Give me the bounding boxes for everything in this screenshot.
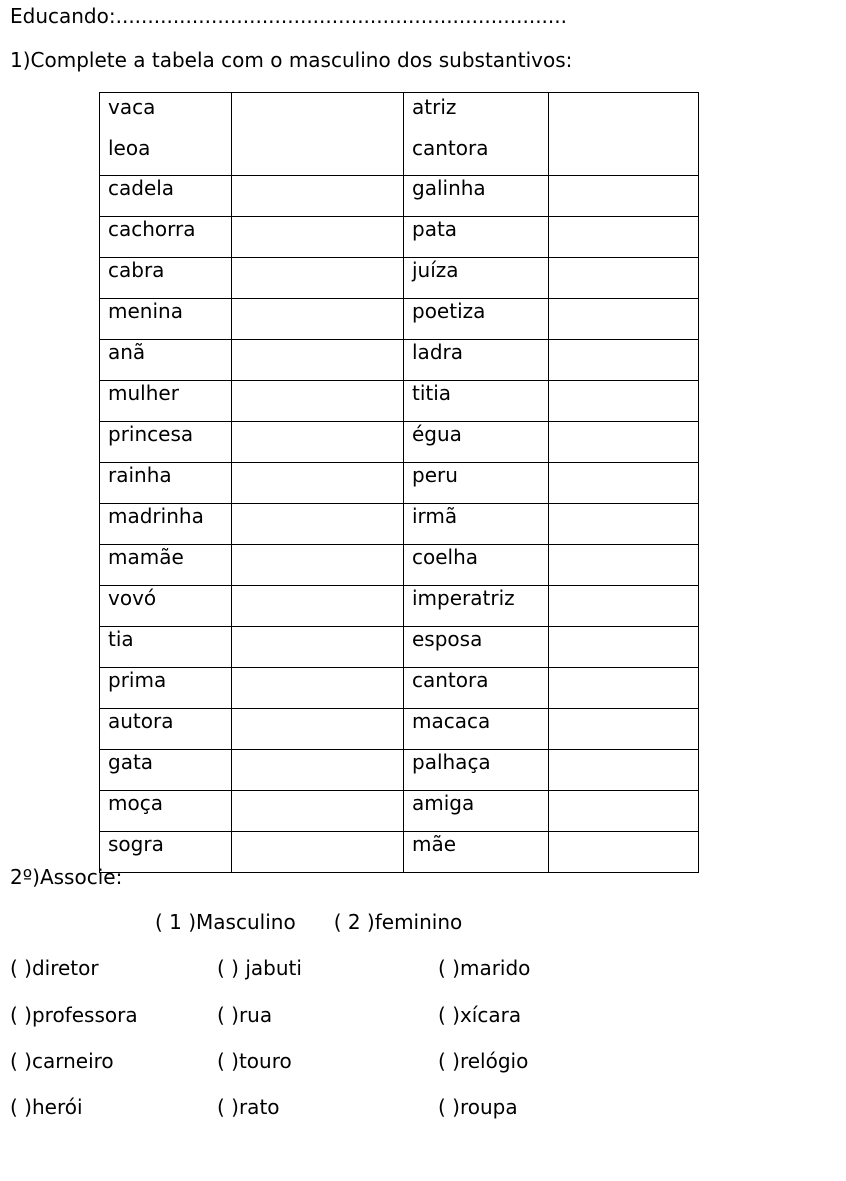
feminine-word-cell: princesa (100, 422, 232, 463)
masculine-answer-cell[interactable] (549, 791, 699, 832)
feminine-word: cantora (412, 136, 489, 160)
masculine-answer-cell[interactable] (549, 586, 699, 627)
masculine-answer-cell[interactable] (549, 217, 699, 258)
feminine-word-cell: mulher (100, 381, 232, 422)
masculine-answer-cell[interactable] (232, 832, 404, 873)
feminine-word-cell: cantora (404, 668, 549, 709)
association-item[interactable]: ( )touro (217, 1049, 292, 1073)
question-2-title: 2º)Associe: (10, 865, 123, 889)
table-row (100, 709, 699, 750)
table-row (100, 750, 699, 791)
feminine-word-cell: menina (100, 299, 232, 340)
masculine-answer-cell[interactable] (232, 504, 404, 545)
table-row (100, 463, 699, 504)
feminine-word-cell: amiga (404, 791, 549, 832)
masculine-answer-cell[interactable] (549, 299, 699, 340)
legend-feminine: ( 2 )feminino (333, 910, 463, 934)
masculine-answer-cell[interactable] (232, 340, 404, 381)
feminine-word-cell: irmã (404, 504, 549, 545)
feminine-word-cell: prima (100, 668, 232, 709)
table-row (100, 791, 699, 832)
association-legend (155, 910, 462, 934)
association-item[interactable]: ( )relógio (438, 1049, 529, 1073)
table-row (100, 258, 699, 299)
feminine-word-cell: peru (404, 463, 549, 504)
association-item[interactable]: ( )diretor (10, 956, 99, 980)
masculine-answer-cell[interactable] (232, 668, 404, 709)
legend-masculine: ( 1 )Masculino (155, 910, 296, 934)
masculine-answer-cell[interactable] (232, 93, 404, 176)
table-row (100, 832, 699, 873)
masculine-answer-cell[interactable] (232, 627, 404, 668)
masculine-answer-cell[interactable] (549, 93, 699, 176)
feminine-word-cell: cadela (100, 176, 232, 217)
association-item[interactable]: ( )herói (10, 1095, 83, 1119)
feminine-word-cell: rainha (100, 463, 232, 504)
masculine-answer-cell[interactable] (549, 668, 699, 709)
feminine-word-cell: cabra (100, 258, 232, 299)
feminine-word-cell (100, 93, 232, 176)
masculine-answer-cell[interactable] (549, 627, 699, 668)
feminine-word: atriz (412, 95, 457, 119)
masculine-answer-cell[interactable] (232, 422, 404, 463)
feminine-word-cell: imperatriz (404, 586, 549, 627)
masculine-answer-cell[interactable] (549, 422, 699, 463)
masculine-answer-cell[interactable] (549, 750, 699, 791)
table-row (100, 93, 699, 176)
association-item[interactable]: ( )xícara (438, 1003, 522, 1027)
feminine-word-cell: mãe (404, 832, 549, 873)
association-item[interactable]: ( )roupa (438, 1095, 518, 1119)
feminine-word-cell: galinha (404, 176, 549, 217)
table-row (100, 627, 699, 668)
feminine-word-cell: poetiza (404, 299, 549, 340)
masculine-answer-cell[interactable] (232, 381, 404, 422)
feminine-word-cell (404, 93, 549, 176)
table-row (100, 504, 699, 545)
feminine-word-cell: anã (100, 340, 232, 381)
table-row (100, 381, 699, 422)
association-item[interactable]: ( )rua (217, 1003, 273, 1027)
association-item[interactable]: ( )carneiro (10, 1049, 114, 1073)
feminine-word-cell: coelha (404, 545, 549, 586)
association-item[interactable]: ( )rato (217, 1095, 280, 1119)
educando-field[interactable]: Educando:....................................................................... (10, 4, 567, 28)
masculine-answer-cell[interactable] (549, 381, 699, 422)
masculine-answer-cell[interactable] (232, 586, 404, 627)
masculine-answer-cell[interactable] (232, 299, 404, 340)
masculine-answer-cell[interactable] (232, 791, 404, 832)
feminine-word-cell: juíza (404, 258, 549, 299)
feminine-word-cell: macaca (404, 709, 549, 750)
table-row (100, 217, 699, 258)
masculine-answer-cell[interactable] (549, 832, 699, 873)
masculine-answer-cell[interactable] (549, 176, 699, 217)
feminine-word-cell: tia (100, 627, 232, 668)
table-row (100, 668, 699, 709)
masculine-answer-cell[interactable] (549, 504, 699, 545)
masculine-answer-cell[interactable] (549, 463, 699, 504)
feminine-word-cell: titia (404, 381, 549, 422)
table-row (100, 176, 699, 217)
feminine-word-cell: esposa (404, 627, 549, 668)
feminine-word-cell: mamãe (100, 545, 232, 586)
feminine-word-cell: palhaça (404, 750, 549, 791)
masculine-answer-cell[interactable] (232, 176, 404, 217)
masculine-answer-cell[interactable] (232, 217, 404, 258)
association-item[interactable]: ( )marido (438, 956, 531, 980)
masculine-answer-cell[interactable] (232, 545, 404, 586)
masculine-answer-cell[interactable] (549, 709, 699, 750)
feminine-word-cell: autora (100, 709, 232, 750)
table-row (100, 422, 699, 463)
feminine-word: leoa (108, 136, 151, 160)
masculine-answer-cell[interactable] (232, 709, 404, 750)
table-row (100, 586, 699, 627)
association-item[interactable]: ( )professora (10, 1003, 138, 1027)
feminine-word-cell: ladra (404, 340, 549, 381)
masculine-answer-cell[interactable] (232, 258, 404, 299)
association-item[interactable]: ( ) jabuti (217, 956, 302, 980)
masculine-answer-cell[interactable] (549, 545, 699, 586)
table-row (100, 545, 699, 586)
masculine-answer-cell[interactable] (232, 750, 404, 791)
feminine-word: vaca (108, 95, 156, 119)
table-row (100, 340, 699, 381)
feminine-word-cell: cachorra (100, 217, 232, 258)
feminine-word-cell: égua (404, 422, 549, 463)
feminine-word-cell: sogra (100, 832, 232, 873)
feminine-word-cell: pata (404, 217, 549, 258)
feminine-word-cell: moça (100, 791, 232, 832)
nouns-table (99, 92, 699, 873)
question-1-title: 1)Complete a tabela com o masculino dos substantivos: (10, 48, 573, 72)
feminine-word-cell: gata (100, 750, 232, 791)
masculine-answer-cell[interactable] (232, 463, 404, 504)
table-row (100, 299, 699, 340)
masculine-answer-cell[interactable] (549, 258, 699, 299)
feminine-word-cell: madrinha (100, 504, 232, 545)
masculine-answer-cell[interactable] (549, 340, 699, 381)
feminine-word-cell: vovó (100, 586, 232, 627)
